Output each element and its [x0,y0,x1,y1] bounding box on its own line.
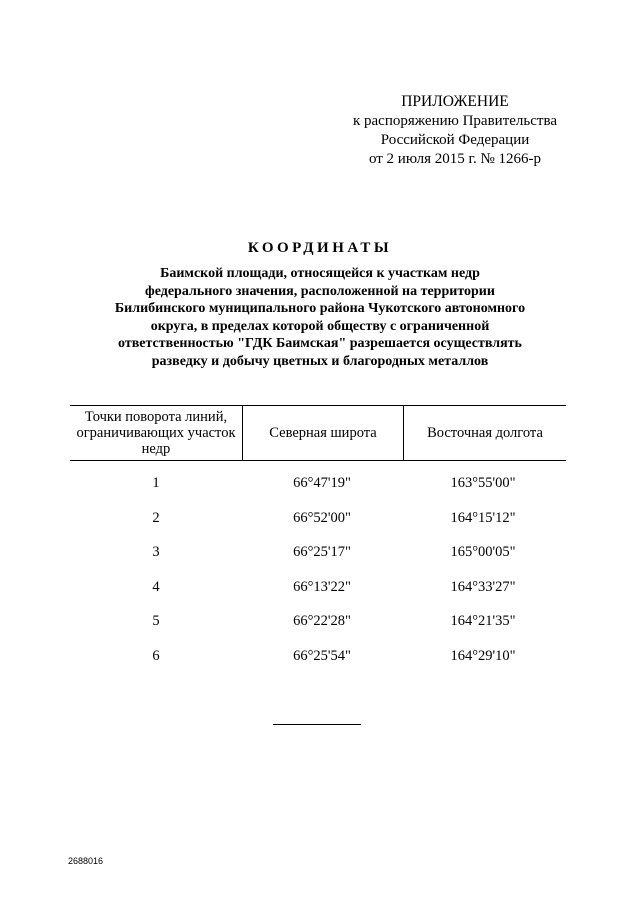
point-number: 2 [152,509,160,526]
latitude-value: 66°47'19" [293,475,351,491]
appendix-line-2: Российской Федерации [380,132,530,148]
header-points: Точки поворота линий, ограничивающих участок недр [76,409,236,457]
appendix-block [320,92,590,169]
longitude-value: 165°00'05" [450,544,516,560]
point-number: 5 [152,613,160,629]
document-subtitle [90,265,550,371]
longitude-value: 164°15'12" [450,509,516,526]
latitude-value: 66°25'54" [293,647,351,664]
point-number: 4 [152,578,160,595]
latitude-value: 66°52'00" [293,509,351,526]
subtitle-line: Баимской площади, относящейся к участкам недр [160,266,480,281]
end-divider [273,724,361,725]
latitude-value: 66°22'28" [293,613,351,629]
point-number: 3 [152,544,160,560]
table-row [70,475,566,510]
subtitle-line: Билибинского муниципального района Чукотского автономного [114,301,526,317]
appendix-title: ПРИЛОЖЕНИЕ [401,93,509,110]
document-heading: КООРДИНАТЫ [247,240,393,256]
table-row [70,579,566,614]
subtitle-line: округа, в пределах которой обществу с ограниченной [150,318,490,334]
point-number: 1 [152,475,160,491]
latitude-value: 66°13'22" [293,578,351,595]
table-header [70,406,566,461]
longitude-value: 164°21'35" [450,613,516,629]
coordinates-table [70,405,566,682]
point-number: 6 [152,647,160,664]
appendix-line-1: к распоряжению Правительства [352,113,557,129]
table-body [70,461,566,682]
document-code: 2688016 [68,856,104,866]
table-row [70,613,566,648]
longitude-value: 164°29'10" [450,647,516,664]
header-longitude: Восточная долгота [427,425,543,441]
appendix-line-3: от 2 июля 2015 г. № 1266-р [368,151,542,167]
subtitle-line: федерального значения, расположенной на территории [145,283,495,299]
longitude-value: 164°33'27" [450,578,516,595]
subtitle-line: ответственностью "ГДК Баимская" разрешается осуществлять [118,336,522,352]
subtitle-line: разведку и добычу цветных и благородных металлов [151,353,489,369]
header-latitude: Северная широта [242,406,404,460]
longitude-value: 163°55'00" [450,475,516,491]
latitude-value: 66°25'17" [293,544,351,560]
table-row [70,510,566,545]
table-row [70,648,566,683]
table-row [70,544,566,579]
